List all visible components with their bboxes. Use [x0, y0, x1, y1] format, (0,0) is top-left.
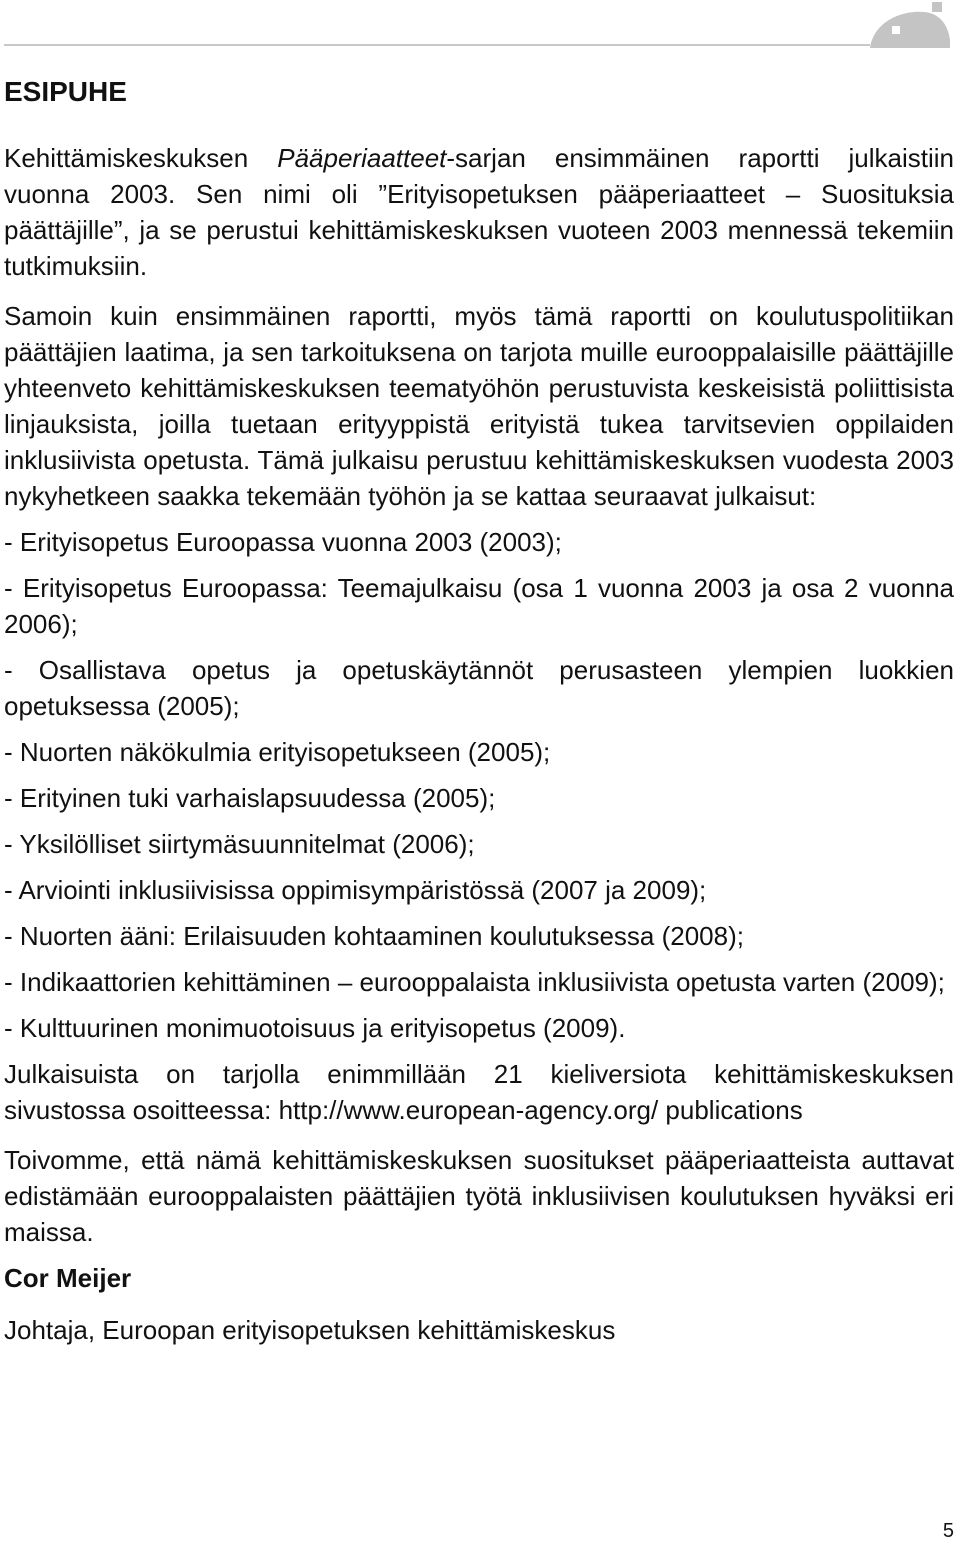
intro-text-start: Kehittämiskeskuksen: [4, 143, 278, 173]
list-item: - Erityinen tuki varhaislapsuudessa (2005);: [4, 783, 496, 813]
page-content: [4, 74, 954, 1348]
series-title: Pääperiaatteet: [277, 143, 447, 173]
signature-name: Cor Meijer: [4, 1263, 132, 1293]
intro-text-end: -sarjan ensimmäinen raportti julkaistiin vuonna 2003. Sen nimi oli ”Erityisopetuksen pääperiaatteet – Suosituksia päättäjille”, ja se perustui kehittämiskeskuksen vuoteen 2003 mennessä tekemiin tutkimuksiin.: [4, 143, 954, 281]
list-item: - Arviointi inklusiivisissa oppimisympäristössä (2007 ja 2009);: [4, 875, 707, 905]
list-item: - Erityisopetus Euroopassa vuonna 2003 (2003);: [4, 527, 562, 557]
list-item: - Kulttuurinen monimuotoisuus ja erityisopetus (2009).: [4, 1013, 626, 1043]
header-rule: [4, 44, 870, 46]
body-paragraph-2: Samoin kuin ensimmäinen raportti, myös tämä raportti on koulutuspolitiikan päättäjien laatima, ja sen tarkoituksena on tarjota muille eurooppalaisille päättäjille yhteenveto kehittämiskeskuksen teematyöhön perustuvista keskeisistä poliittisista linjauksista, joilla tuetaan erityyppistä erityistä tukea tarvitsevien oppilaiden inklusiivista opetusta. Tämä julkaisu perustuu kehittämiskeskuksen vuodesta 2003 nykyhetkeen saakka tekemään työhön ja se kattaa seuraavat julkaisut:: [4, 301, 954, 511]
publication-list: [4, 524, 954, 1046]
list-item: - Osallistava opetus ja opetuskäytännöt perusasteen ylempien luokkien opetuksessa (2005);: [4, 655, 954, 721]
list-item: - Erityisopetus Euroopassa: Teemajulkaisu (osa 1 vuonna 2003 ja osa 2 vuonna 2006);: [4, 573, 954, 639]
list-item: - Indikaattorien kehittäminen – eurooppalaista inklusiivista opetusta varten (2009);: [4, 967, 945, 997]
body-paragraph-4: Toivomme, että nämä kehittämiskeskuksen suositukset pääperiaatteista auttavat edistämään eurooppalaisten päättäjien työtä inklusiivisen koulutuksen hyväksi eri maissa.: [4, 1145, 954, 1247]
agency-logo-icon: [864, 0, 960, 48]
page-number: 5: [942, 1520, 954, 1542]
list-item: - Nuorten näkökulmia erityisopetukseen (2005);: [4, 737, 551, 767]
list-item: - Nuorten ääni: Erilaisuuden kohtaaminen koulutuksessa (2008);: [4, 921, 744, 951]
page-title: ESIPUHE: [4, 76, 127, 107]
body-paragraph-3: Julkaisuista on tarjolla enimmillään 21 kieliversiota kehittämiskeskuksen sivustossa osoitteessa: http://www.european-agency.org/ publications: [4, 1059, 954, 1125]
intro-paragraph: [4, 140, 954, 284]
list-item: - Yksilölliset siirtymäsuunnitelmat (2006);: [4, 829, 475, 859]
signature-role: Johtaja, Euroopan erityisopetuksen kehittämiskeskus: [4, 1315, 616, 1345]
